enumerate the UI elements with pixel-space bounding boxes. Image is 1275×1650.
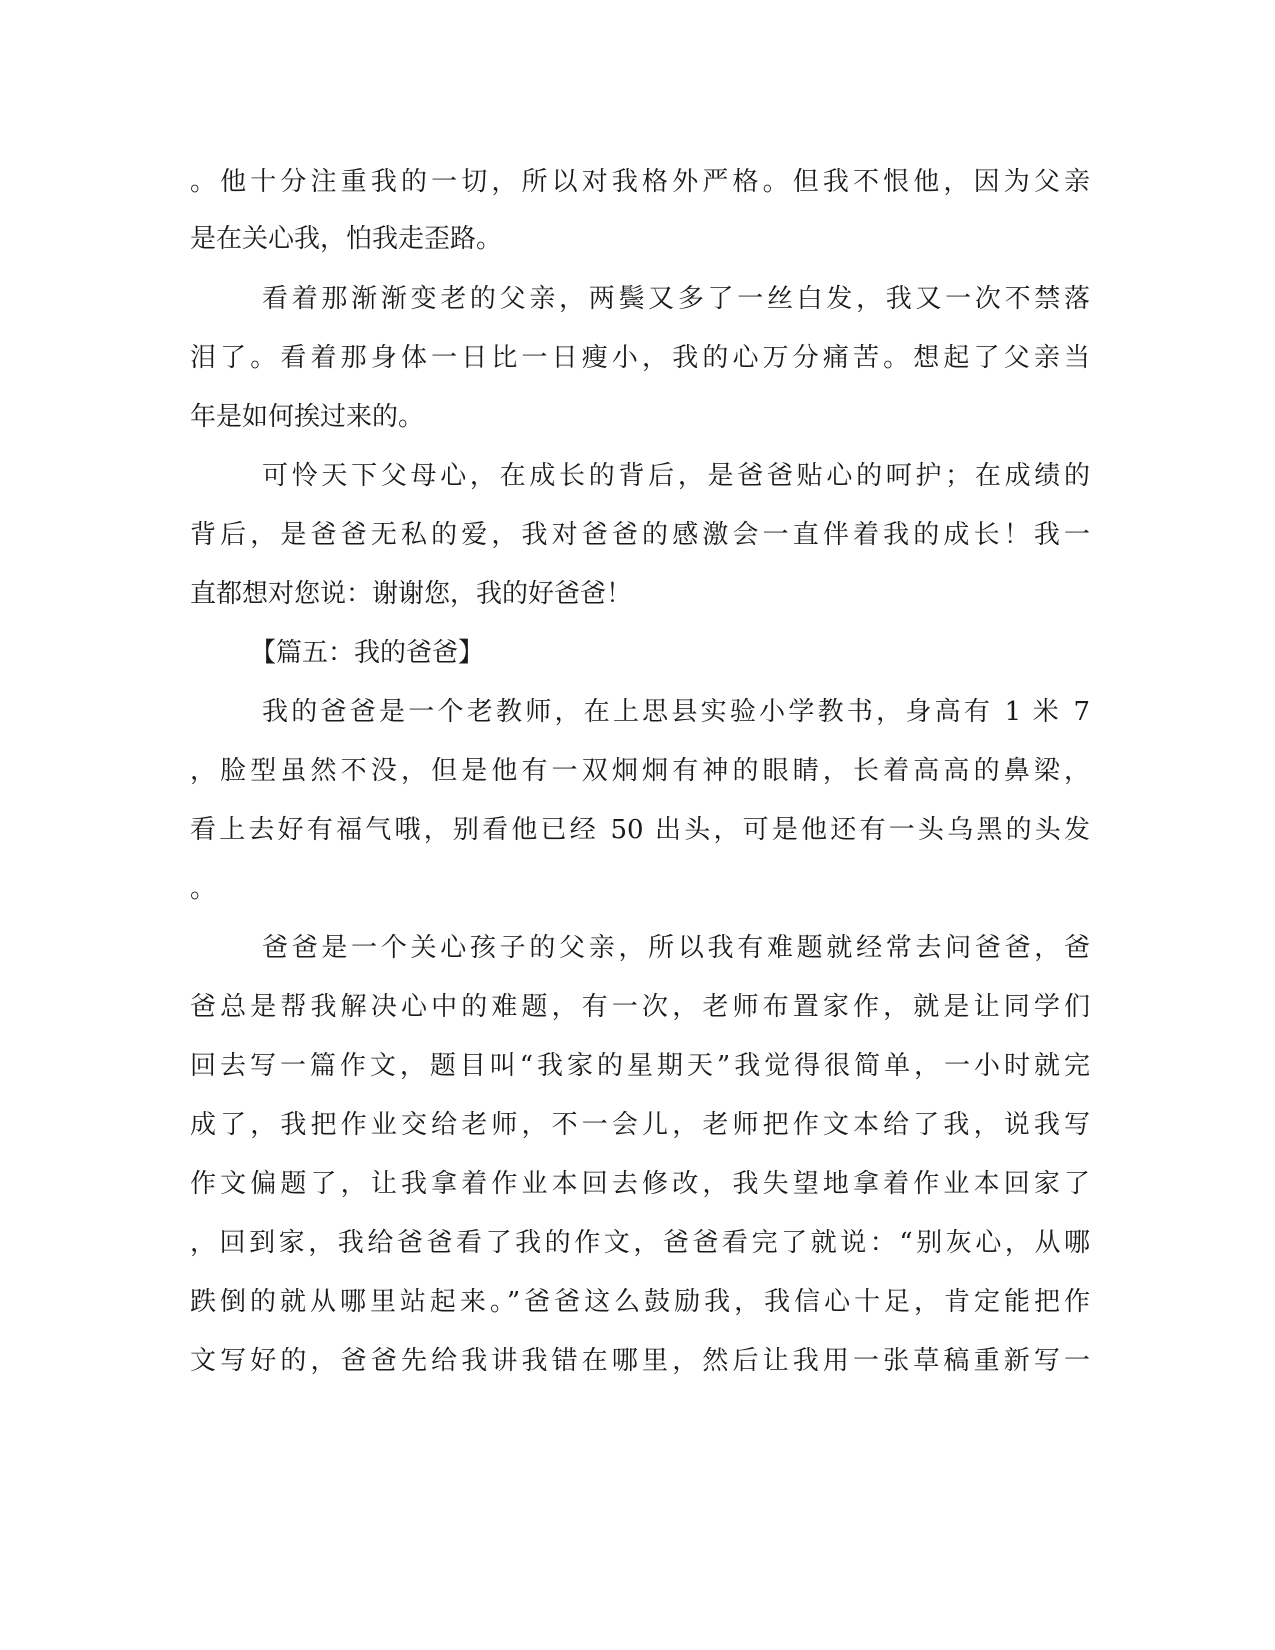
- text-line: 。他十分注重我的一切，所以对我格外严格。但我不恨他，因为父亲: [190, 167, 1090, 197]
- text-line: 作文偏题了，让我拿着作业本回去修改，我失望地拿着作业本回家了: [190, 1169, 1090, 1199]
- text-line: ，脸型虽然不没，但是他有一双炯炯有神的眼睛，长着高高的鼻梁，: [190, 756, 1090, 786]
- paragraph-first-line: 爸爸是一个关心孩子的父亲，所以我有难题就经常去问爸爸，爸: [262, 933, 1090, 963]
- text-line: 看上去好有福气哦，别看他已经 50 出头，可是他还有一头乌黑的头发: [190, 815, 1090, 845]
- text-line: 文写好的，爸爸先给我讲我错在哪里，然后让我用一张草稿重新写一: [190, 1346, 1090, 1376]
- text-line: 。: [190, 874, 217, 904]
- text-line: 是在关心我，怕我走歪路。: [190, 224, 503, 254]
- text-line: 跌倒的就从哪里站起来。”爸爸这么鼓励我，我信心十足，肯定能把作: [190, 1287, 1090, 1317]
- text-line: ，回到家，我给爸爸看了我的作文，爸爸看完了就说：“别灰心，从哪: [190, 1228, 1090, 1258]
- paragraph-first-line: 可怜天下父母心，在成长的背后，是爸爸贴心的呵护；在成绩的: [262, 461, 1090, 491]
- text-line: 爸总是帮我解决心中的难题，有一次，老师布置家作，就是让同学们: [190, 992, 1090, 1022]
- paragraph-first-line: 看着那渐渐变老的父亲，两鬓又多了一丝白发，我又一次不禁落: [262, 284, 1090, 314]
- text-line: 成了，我把作业交给老师，不一会儿，老师把作文本给了我，说我写: [190, 1110, 1090, 1140]
- text-line: 泪了。看着那身体一日比一日瘦小，我的心万分痛苦。想起了父亲当: [190, 343, 1090, 373]
- section-heading: 【篇五：我的爸爸】: [250, 638, 485, 668]
- text-line: 直都想对您说：谢谢您，我的好爸爸！: [190, 579, 633, 609]
- text-line: 背后，是爸爸无私的爱，我对爸爸的感激会一直伴着我的成长！我一: [190, 520, 1090, 550]
- text-line: 回去写一篇作文，题目叫“我家的星期天”我觉得很简单，一小时就完: [190, 1051, 1090, 1081]
- text-line: 年是如何挨过来的。: [190, 402, 425, 432]
- paragraph-first-line: 我的爸爸是一个老教师，在上思县实验小学教书，身高有 1 米 7: [262, 697, 1090, 727]
